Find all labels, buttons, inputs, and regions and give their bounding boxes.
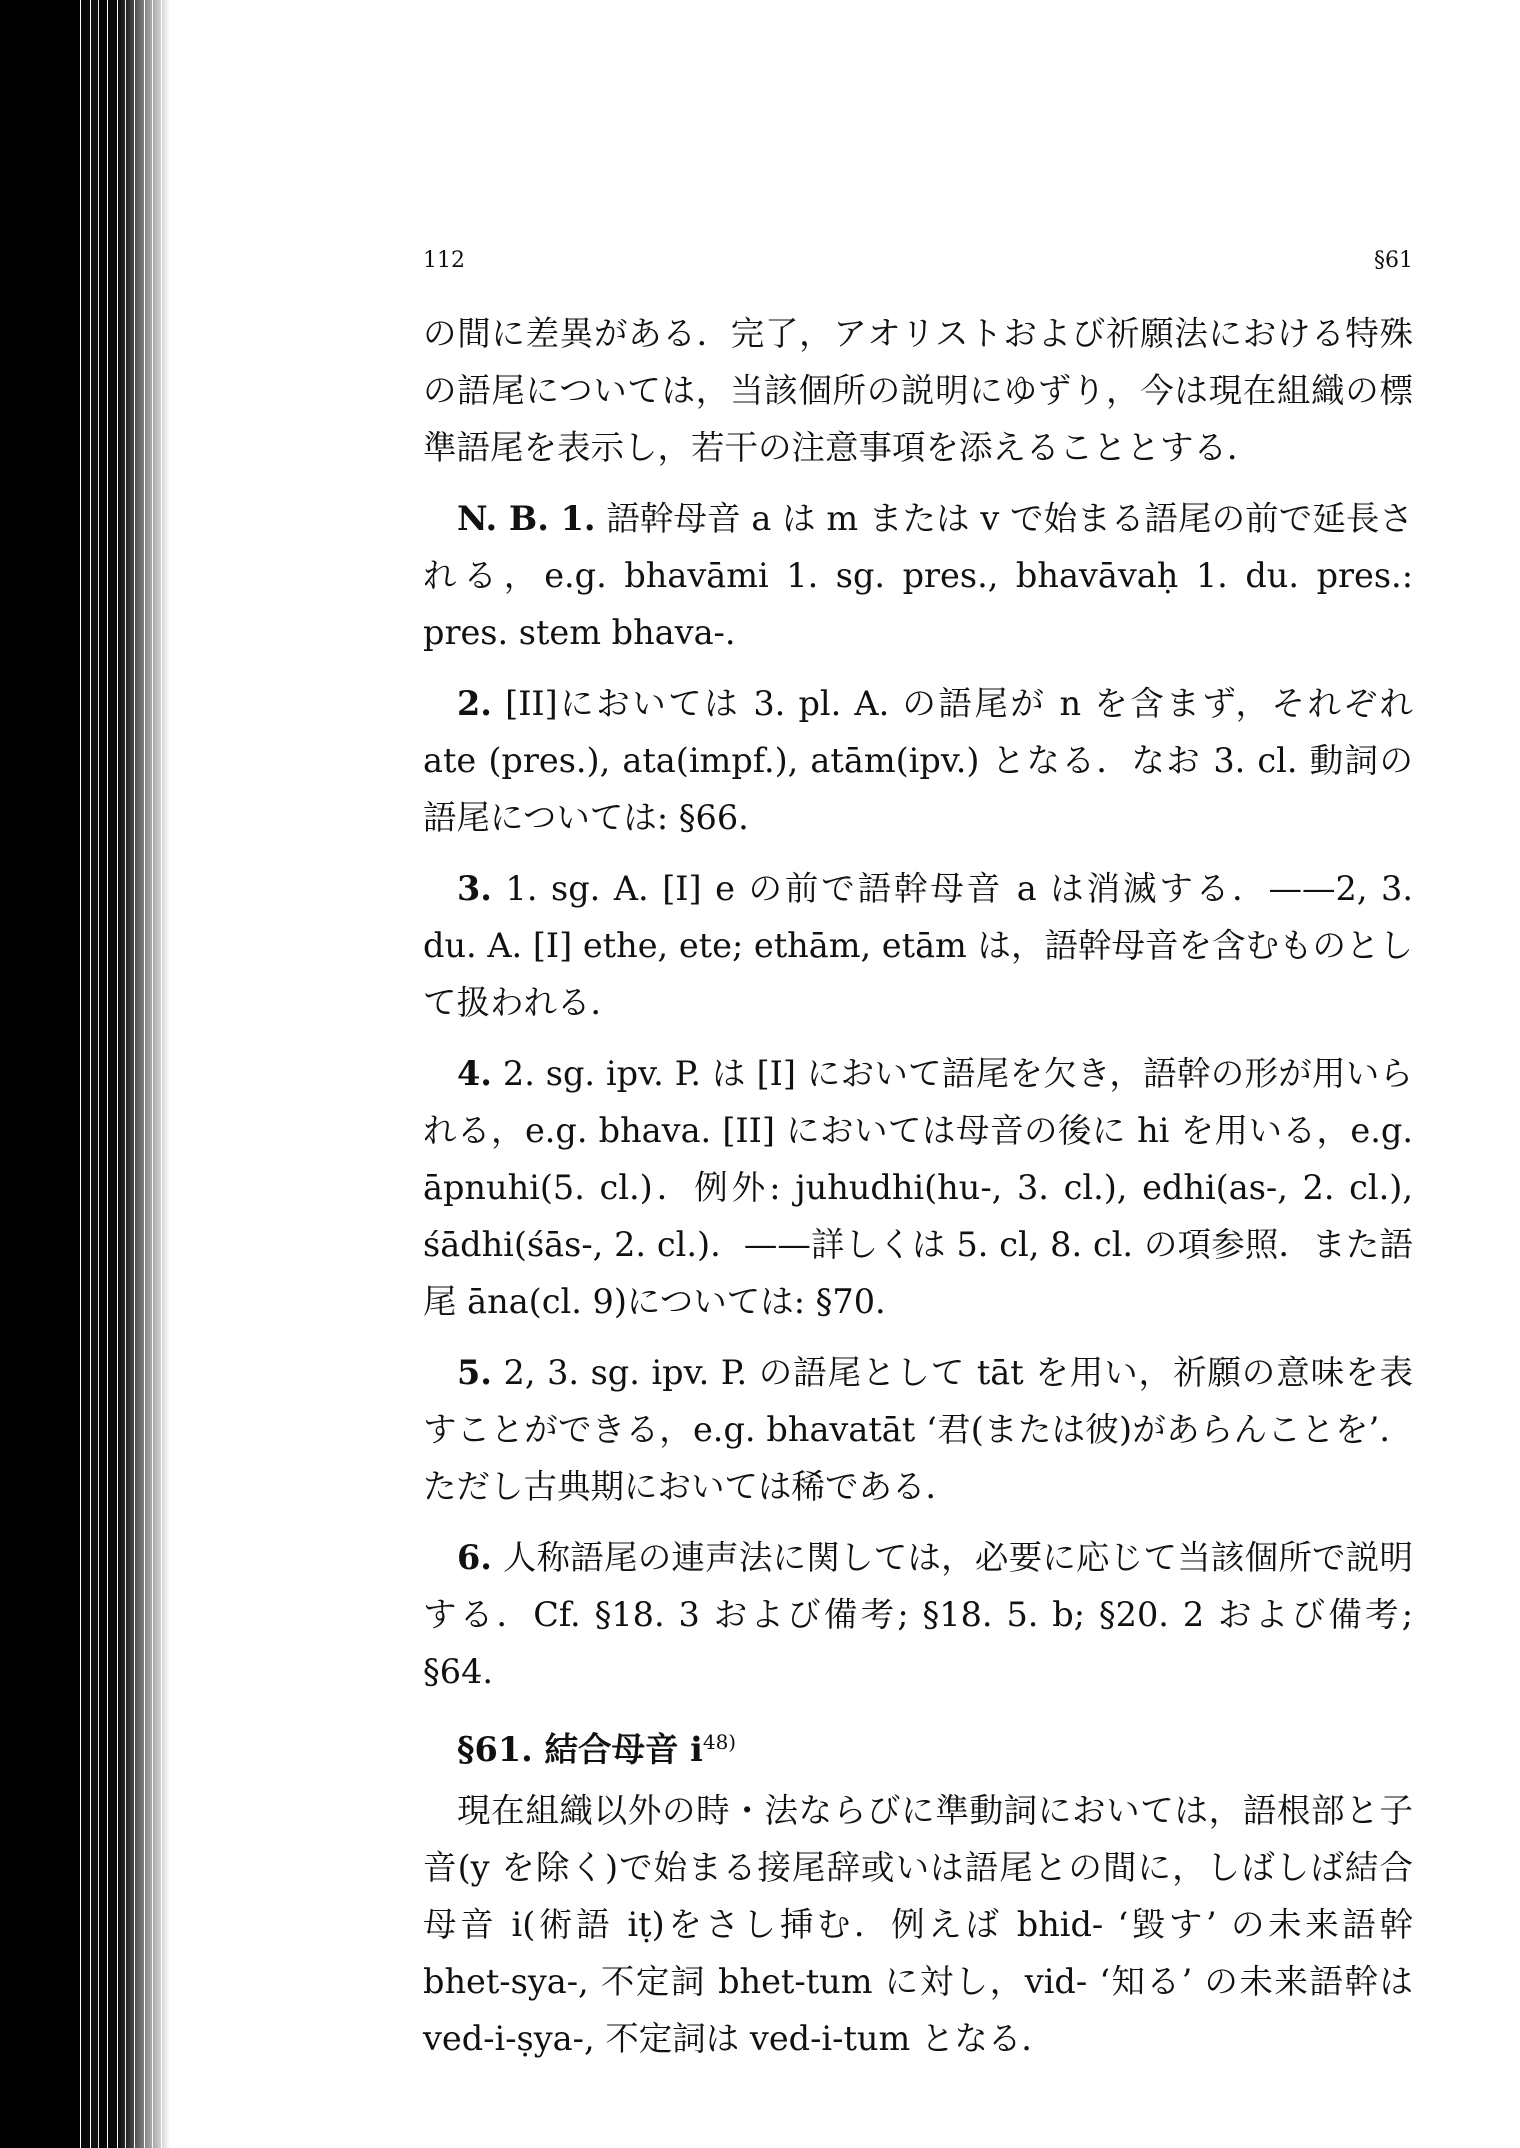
note-text: 語幹母音 a は m または v で始まる語尾の前で延長される，e.g. bhavāmi 1. sg. pres., bhavāvaḥ 1. du. pres.: pres. stem bhava-. xyxy=(423,499,1413,652)
note-label: N. B. 1. xyxy=(457,499,596,538)
note-label: 4. xyxy=(457,1054,492,1093)
note-4 xyxy=(423,1045,1413,1330)
book-page xyxy=(423,0,1413,2148)
section-title: §61. 結合母音 i xyxy=(457,1730,703,1769)
section-heading xyxy=(423,1714,1413,1778)
note-text: 人称語尾の連声法に関しては，必要に応じて当該個所で説明する．Cf. §18. 3 および備考; §18. 5. b; §20. 2 および備考; §64. xyxy=(423,1538,1413,1691)
page-body xyxy=(423,305,1413,2081)
note-2 xyxy=(423,675,1413,846)
paragraph-continuation: の間に差異がある．完了，アオリストおよび祈願法における特殊の語尾については，当該個所の説明にゆずり，今は現在組織の標準語尾を表示し，若干の注意事項を添えることとする． xyxy=(423,314,1413,467)
note-label: 2. xyxy=(457,684,492,723)
footnote-ref: 48) xyxy=(702,1730,737,1754)
note-label: 5. xyxy=(457,1353,492,1392)
note-6 xyxy=(423,1529,1413,1700)
page-number: 112 xyxy=(423,248,465,273)
section-marker: §61 xyxy=(1374,248,1413,273)
note-3 xyxy=(423,860,1413,1031)
note-text: 1. sg. A. [I] e の前で語幹母音 a は消滅する．——2, 3. du. A. [I] ethe, ete; ethām, etām は，語幹母音を含むものとして扱われる． xyxy=(423,869,1413,1022)
note-text: [II]においては 3. pl. A. の語尾が n を含まず，それぞれ ate (pres.), ata(impf.), atām(ipv.) となる．なお 3. cl. 動詞の語尾については: §66. xyxy=(423,684,1413,837)
note-text: 2. sg. ipv. P. は [I] において語尾を欠き，語幹の形が用いられる，e.g. bhava. [II] においては母音の後に hi を用いる，e.g. āpnuhi(5. cl.)．例外: juhudhi(hu-, 3. cl.), edhi(as-, 2. cl.), śādhi(śās-, 2. cl.)．——詳しくは 5. cl, 8. cl. の項参照．また語尾 āna(cl. 9)については: §70. xyxy=(423,1054,1413,1321)
note-label: 6. xyxy=(457,1538,492,1577)
section-paragraph: 現在組織以外の時・法ならびに準動詞においては，語根部と子音(y を除く)で始まる接尾辞或いは語尾との間に，しばしば結合母音 i(術語 iṭ)をさし挿む．例えば bhid- ‘毀す’ の未来語幹 bhet-sya-, 不定詞 bhet-tum に対し，vid- ‘知る’ の未来語幹は ved-i-ṣya-, 不定詞は ved-i-tum となる． xyxy=(423,1791,1413,2058)
note-5 xyxy=(423,1344,1413,1515)
note-1 xyxy=(423,490,1413,661)
page-edge-shadow xyxy=(0,0,170,2148)
note-text: 2, 3. sg. ipv. P. の語尾として tāt を用い，祈願の意味を表すことができる，e.g. bhavatāt ‘君(または彼)があらんことを’．ただし古典期においては稀である． xyxy=(423,1353,1413,1506)
note-label: 3. xyxy=(457,869,492,908)
